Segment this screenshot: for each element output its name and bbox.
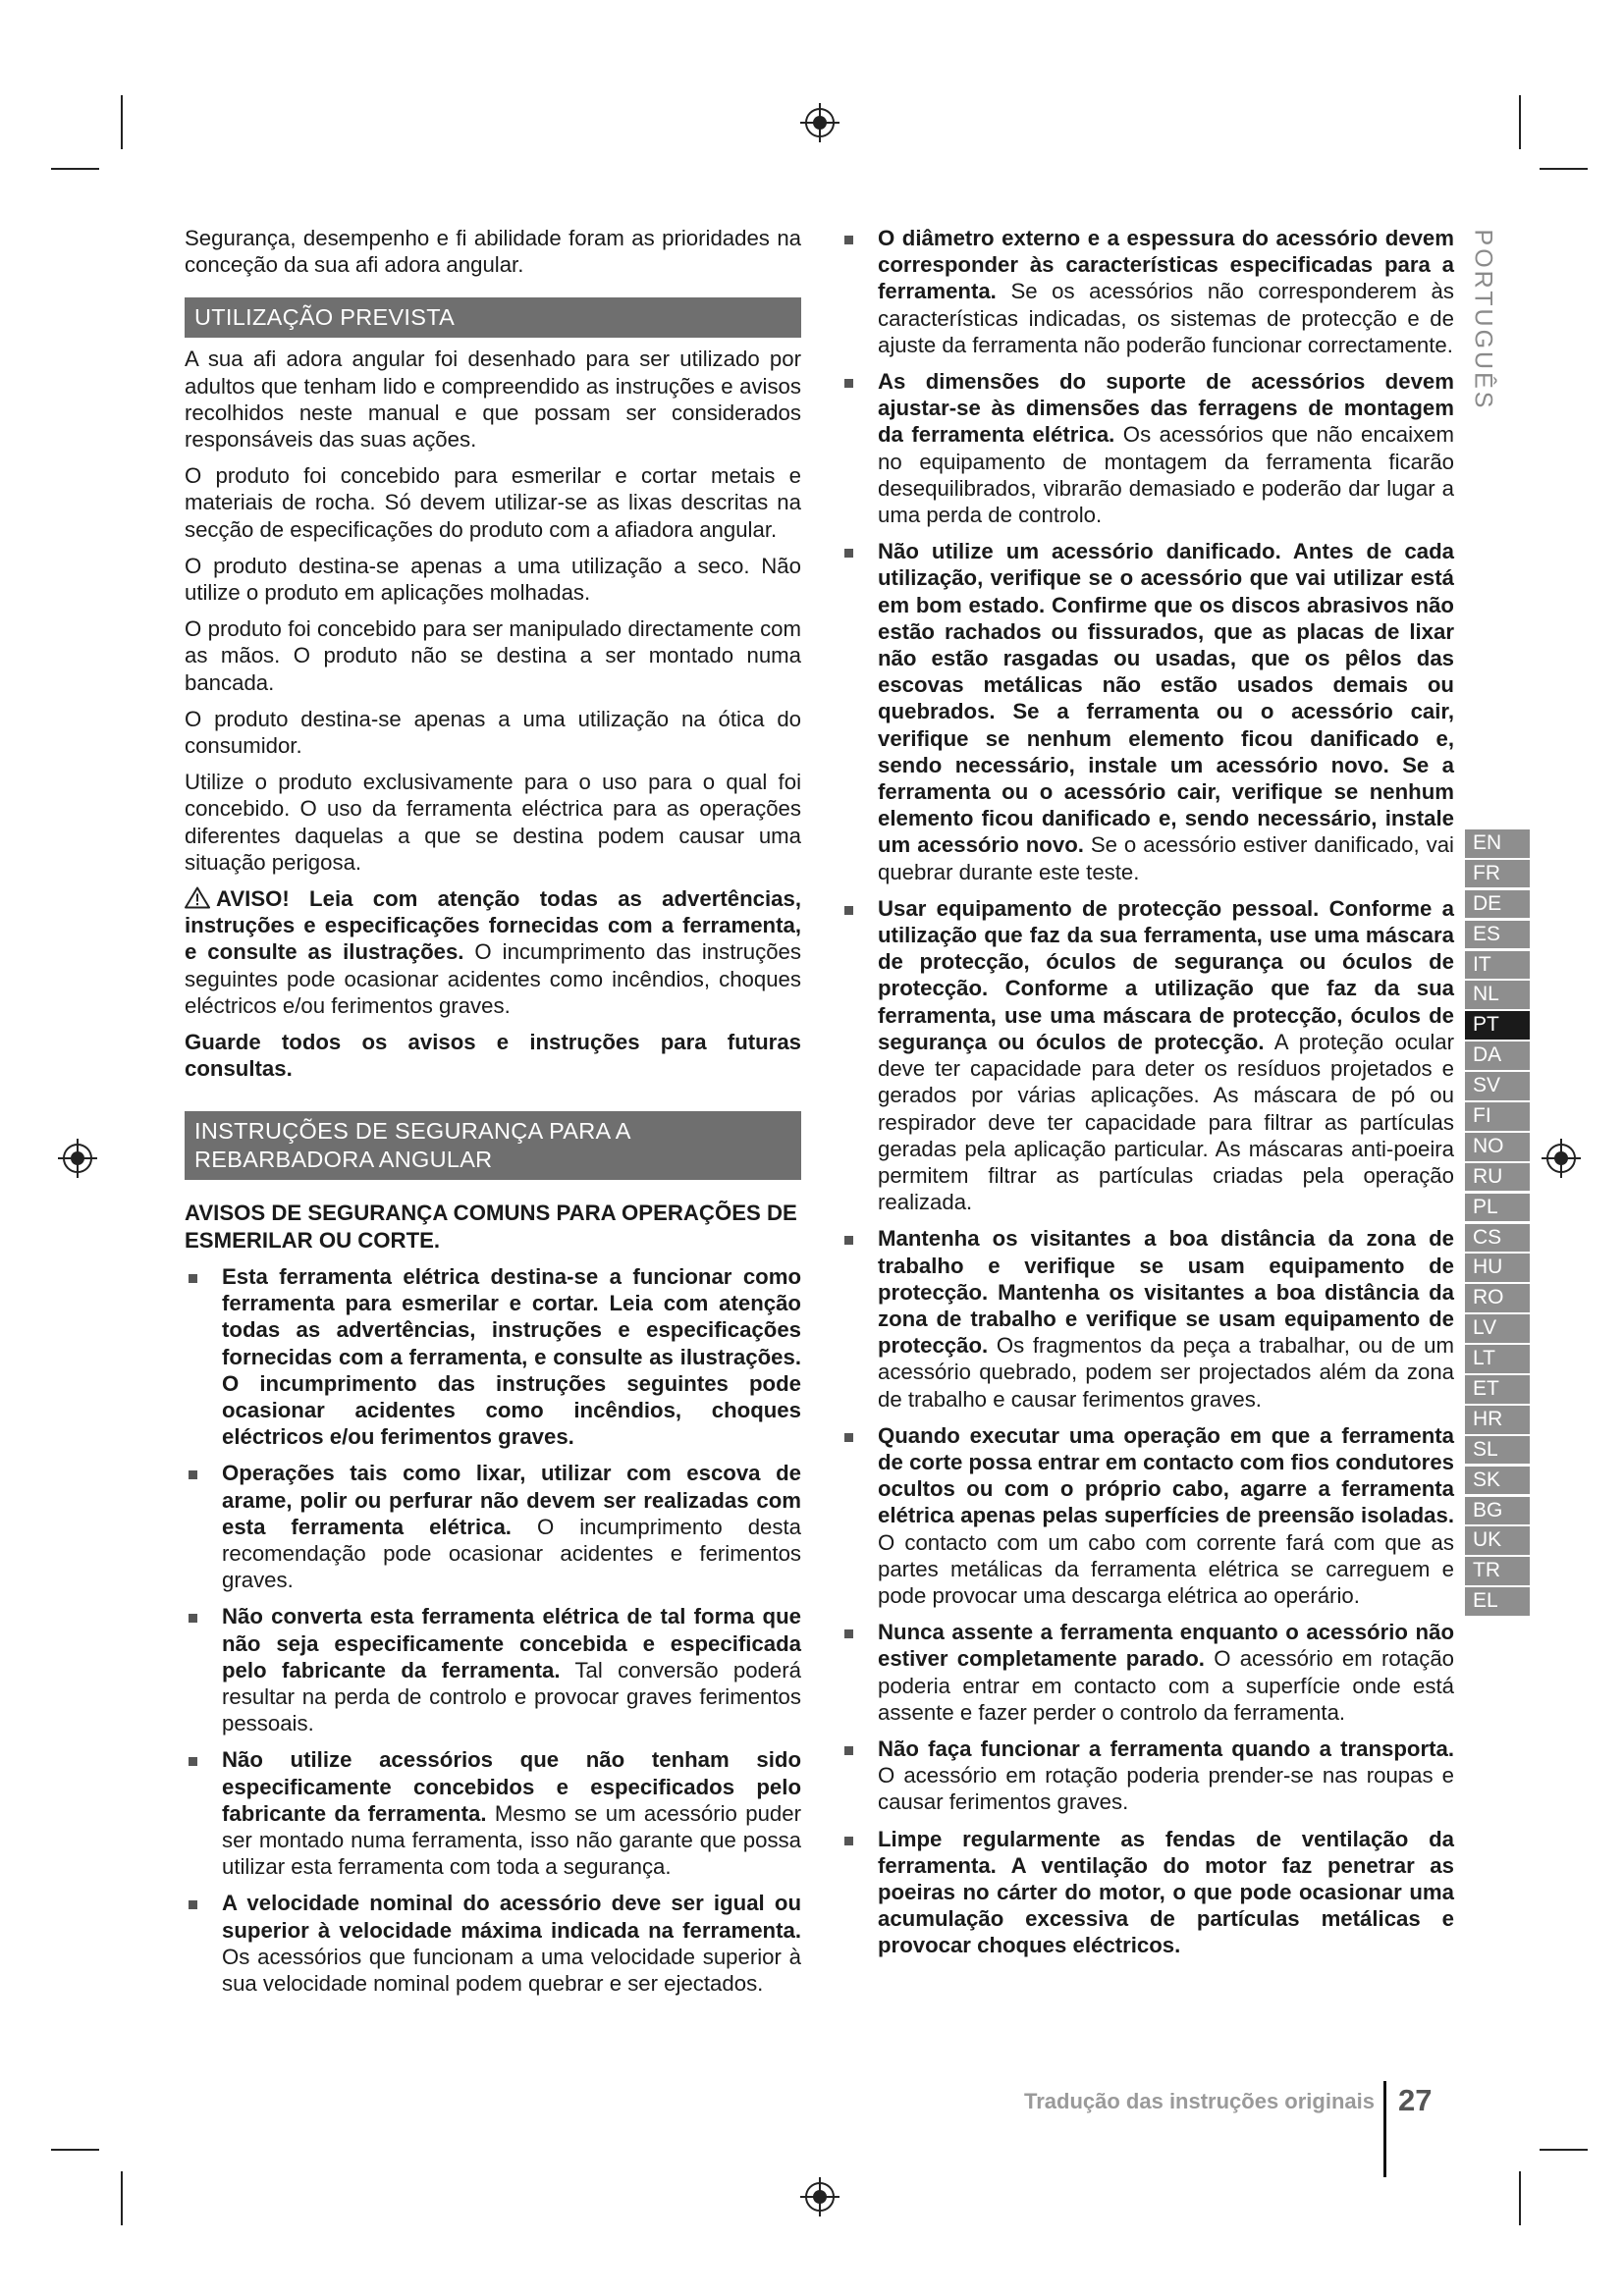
bullet-normal-text: A proteção ocular deve ter capacidade para deter os resíduos projetados e gerados por várias aplicações. As máscara de pó ou respirador deve ter capacidade para filtrar as partículas geradas pela aplicação particular. As máscaras anti-poeira permitem filtrar as partículas criadas pela operação realizada. [878,1029,1454,1215]
list-item [185,1263,801,1450]
bullet-normal-text: O incumprimento desta recomendação pode ocasionar acidentes e ferimentos graves. [222,1514,801,1593]
language-tab-de[interactable]: DE [1465,890,1530,919]
language-tab-lt[interactable]: LT [1465,1345,1530,1373]
language-tab-da[interactable]: DA [1465,1041,1530,1070]
registration-mark-left-icon [56,1137,99,1180]
language-tab-nl[interactable]: NL [1465,981,1530,1009]
bullet-normal-text: Os fragmentos da peça a trabalhar, ou de um acessório quebrado, podem ser projectados além da zona de trabalho e causar ferimentos graves. [878,1333,1454,1412]
bullet-bold-text: Nunca assente a ferramenta enquanto o acessório não estiver completamente parado. [878,1620,1454,1672]
language-tab-hu[interactable]: HU [1465,1254,1530,1282]
bullet-bold-text: Esta ferramenta elétrica destina-se a funcionar como ferramenta para esmerilar e cortar. Leia com atenção todas as advertências, instruções e especificações fornecidas com a ferramenta, e consulte as ilustrações. O incumprimento das instruções seguintes pode ocasionar acidentes como incêndios, choques eléctricos e/ou ferimentos graves. [222,1263,801,1450]
crop-mark-top-right-h [1540,168,1588,170]
language-tab-sk[interactable]: SK [1465,1467,1530,1495]
list-item [185,1460,801,1593]
language-tab-en[interactable]: EN [1465,829,1530,858]
left-column [185,225,801,2006]
intended-use-paragraph-3: O produto destina-se apenas a uma utilização a seco. Não utilize o produto em aplicações molhadas. [185,553,801,606]
bullet-bold-text: Não utilize acessórios que não tenham sido especificamente concebidos e especificados pelo fabricante da ferramenta. [222,1747,801,1826]
crop-mark-bottom-right-h [1540,2149,1588,2151]
language-tab-bg[interactable]: BG [1465,1497,1530,1525]
intended-use-paragraph-5: O produto destina-se apenas a uma utilização na ótica do consumidor. [185,706,801,759]
language-tab-lv[interactable]: LV [1465,1314,1530,1343]
language-tab-et[interactable]: ET [1465,1375,1530,1404]
vertical-language-label [1465,229,1500,411]
list-item [185,1746,801,1880]
bullet-normal-text: O acessório em rotação poderia entrar em contacto com a superfície onde está assente e fazer perder o controlo da ferramenta. [878,1646,1454,1725]
language-tab-sl[interactable]: SL [1465,1436,1530,1465]
crop-mark-top-left-v [121,95,123,149]
language-tab-uk[interactable]: UK [1465,1526,1530,1555]
list-item [840,895,1454,1215]
right-bullet-list [840,225,1454,1959]
bullet-bold-text: Mantenha os visitantes a boa distância da zona de trabalho e verifique se usam equipamento de protecção. Mantenha os visitantes a boa distância da zona de trabalho e verifique se usam equipamento de protecção. [878,1226,1454,1359]
bullet-normal-text: O contacto com um cabo com corrente fará com que as partes metálicas da ferramenta elétrica se carreguem e pode provocar uma descarga elétrica ao operário. [878,1529,1454,1608]
language-tab-el[interactable]: EL [1465,1587,1530,1616]
bullet-bold-text: Quando executar uma operação em que a ferramenta de corte possa entrar em contacto com fios condutores ocultos ou com o próprio cabo, agarre a ferramenta elétrica apenas pelas superfícies de preensão isoladas. [878,1422,1454,1528]
bullet-normal-text: Mesmo se um acessório puder ser montado numa ferramenta, isso não garante que possa utilizar esta ferramenta com toda a segurança. [222,1800,801,1880]
bullet-bold-text: Não utilize um acessório danificado. Antes de cada utilização, verifique se o acessório que vai utilizar está em bom estado. Confirme que os discos abrasivos não estão rachados ou fissurados, que as placas de lixar não estão rasgadas ou usadas, que os pêlos das escovas metálicas não estão usados demais ou quebrados. Se a ferramenta ou o acessório cair, verifique se nenhum elemento ficou danificado e, sendo necessário, instale um acessório novo. Se a ferramenta ou o acessório cair, verifique se nenhum elemento ficou danificado e, sendo necessário, instale um acessório novo. [878,539,1454,858]
page-number: 27 [1398,2083,1433,2117]
language-tab-fr[interactable]: FR [1465,860,1530,888]
intended-use-paragraph-2: O produto foi concebido para esmerilar e cortar metais e materiais de rocha. Só devem utilizar-se as lixas descritas na secção de especificações do produto com a afiadora angular. [185,463,801,542]
list-item [840,225,1454,358]
section-title-intended-use: UTILIZAÇÃO PREVISTA [185,297,801,338]
language-tab-fi[interactable]: FI [1465,1102,1530,1131]
bullet-bold-text: Operações tais como lixar, utilizar com escova de arame, polir ou perfurar não devem ser realizadas com esta ferramenta elétrica. [222,1461,801,1539]
list-item [840,1422,1454,1609]
warning-paragraph [185,885,801,1019]
warning-normal-text: O incumprimento das instruções seguintes pode ocasionar acidentes como incêndios, choques eléctricos e/ou ferimentos graves. [185,939,801,1018]
language-tab-pt[interactable]: PT [1465,1011,1530,1040]
registration-mark-bottom-icon [798,2175,841,2218]
list-item [840,1225,1454,1412]
bullet-bold-text: Limpe regularmente as fendas de ventilação da ferramenta. A ventilação do motor faz penetrar as poeiras no cárter do motor, o que pode ocasionar uma acumulação excessiva de partículas metálicas e provocar choques eléctricos. [878,1826,1454,1958]
list-item [840,1619,1454,1726]
bullet-normal-text: Os acessórios que funcionam a uma velocidade superior à sua velocidade nominal podem quebrar e ser ejectados. [222,1944,801,1996]
language-tab-cs[interactable]: CS [1465,1224,1530,1253]
intro-paragraph: Segurança, desempenho e fi abilidade foram as prioridades na conceção da sua afi adora angular. [185,226,801,278]
footer-text: Tradução das instruções originais [1024,2089,1375,2113]
language-tab-tr[interactable]: TR [1465,1557,1530,1585]
bullet-normal-text: Tal conversão poderá resultar na perda de controlo e provocar graves ferimentos pessoais. [222,1657,801,1736]
section-title-line-2: REBARBADORA ANGULAR [194,1147,493,1173]
vertical-language-text: PORTUGUÊS [1469,229,1497,411]
language-tab-ro[interactable]: RO [1465,1284,1530,1312]
language-tab-pl[interactable]: PL [1465,1194,1530,1222]
registration-mark-top-icon [798,101,841,144]
list-item [840,538,1454,885]
language-tabs [1465,829,1530,1618]
bullet-bold-text: As dimensões do suporte de acessórios devem ajustar-se às dimensões das ferragens de montagem da ferramenta elétrica. [878,369,1454,448]
keep-instructions-text: Guarde todos os avisos e instruções para futuras consultas. [185,1030,801,1082]
left-bullet-list [185,1263,801,1997]
list-item [840,368,1454,528]
warning-bold-text: AVISO! Leia com atenção todas as advertências, instruções e especificações fornecidas com a ferramenta, e consulte as ilustrações. [185,886,801,965]
language-tab-sv[interactable]: SV [1465,1072,1530,1100]
bullet-normal-text: Os acessórios que não encaixem no equipamento de montagem da ferramenta ficarão desequilibrados, vibrarão demasiado e poderão dar lugar a uma perda de controlo. [878,422,1454,528]
language-tab-ru[interactable]: RU [1465,1163,1530,1192]
intended-use-paragraph-4: O produto foi concebido para ser manipulado directamente com as mãos. O produto não se destina a ser montado numa bancada. [185,616,801,695]
language-tab-no[interactable]: NO [1465,1133,1530,1161]
bullet-bold-text: O diâmetro externo e a espessura do acessório devem corresponder às características especificadas para a ferramenta. [878,226,1454,304]
crop-mark-bottom-right-v [1519,2171,1521,2225]
list-item [840,1826,1454,1959]
bullet-bold-text: Não converta esta ferramenta elétrica de tal forma que não seja especificamente concebida e especificada pelo fabricante da ferramenta. [222,1604,801,1682]
list-item [840,1735,1454,1816]
crop-mark-bottom-left-v [121,2171,123,2225]
list-item [185,1890,801,1997]
bullet-bold-text: Usar equipamento de protecção pessoal. Conforme a utilização que faz da sua ferramenta, use uma máscara de protecção, óculos de segurança ou óculos de protecção. Conforme a utilização que faz da sua ferramenta, use uma máscara de protecção, óculos de segurança ou óculos de protecção. [878,895,1454,1054]
intended-use-paragraph-6: Utilize o produto exclusivamente para o uso para o qual foi concebido. O uso da ferramenta eléctrica para as operações diferentes daquelas a que se destina podem causar uma situação perigosa. [185,770,801,875]
footer-divider [1383,2081,1386,2177]
section-title-line-1: INSTRUÇÕES DE SEGURANÇA PARA A [194,1118,631,1145]
warning-triangle-icon [185,886,210,909]
section-title-safety-instructions [185,1111,801,1180]
registration-mark-right-icon [1540,1137,1583,1180]
language-tab-es[interactable]: ES [1465,921,1530,949]
bullet-normal-text: O acessório em rotação poderia prender-se nas roupas e causar ferimentos graves. [878,1763,1454,1815]
right-column [840,225,1454,1969]
language-tab-it[interactable]: IT [1465,951,1530,980]
intended-use-paragraph-1: A sua afi adora angular foi desenhado para ser utilizado por adultos que tenham lido e compreendido as instruções e avisos recolhidos neste manual e que possam ser considerados responsáveis das suas ações. [185,347,801,453]
bullet-normal-text: Se o acessório estiver danificado, vai quebrar durante este teste. [878,832,1454,884]
language-tab-hr[interactable]: HR [1465,1406,1530,1434]
list-item [185,1603,801,1736]
bullet-normal-text: Se os acessórios não corresponderem às características indicadas, os sistemas de protecção e de ajuste da ferramenta não poderão funcionar correctamente. [878,279,1454,357]
crop-mark-top-right-v [1519,95,1521,149]
crop-mark-bottom-left-h [51,2149,99,2151]
common-safety-subheading: AVISOS DE SEGURANÇA COMUNS PARA OPERAÇÕES DE ESMERILAR OU CORTE. [185,1201,797,1253]
crop-mark-top-left-h [51,168,99,170]
bullet-bold-text: Não faça funcionar a ferramenta quando a transporta. [878,1735,1454,1761]
bullet-bold-text: A velocidade nominal do acessório deve ser igual ou superior à velocidade máxima indicada na ferramenta. [222,1891,801,1943]
